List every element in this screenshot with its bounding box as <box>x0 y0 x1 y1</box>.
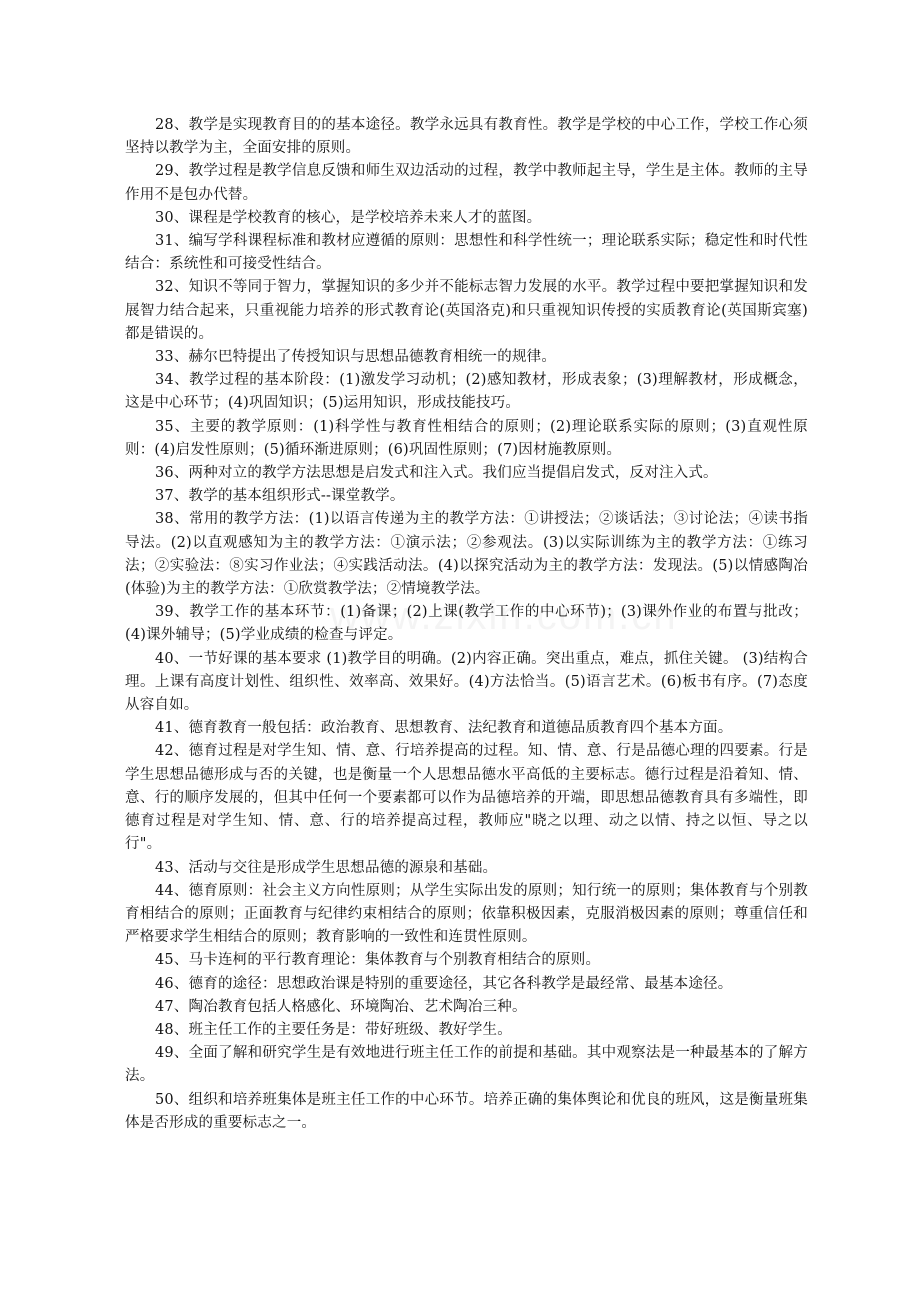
paragraph-29: 29、教学过程是教学信息反馈和师生双边活动的过程，教学中教师起主导，学生是主体。教师的主导作用不是包办代替。 <box>125 163 808 203</box>
paragraph-35: 35、主要的教学原则：(1)科学性与教育性相结合的原则；(2)理论联系实际的原则；(3)直观性原则：(4)启发性原则；(5)循环渐进原则；(6)巩固性原则；(7)因材施教原则。 <box>125 418 808 458</box>
paragraph-37: 37、教学的基本组织形式--课堂教学。 <box>155 488 405 505</box>
paragraph-36: 36、两种对立的教学方法思想是启发式和注入式。我们应当提倡启发式，反对注入式。 <box>155 465 718 482</box>
paragraph-43: 43、活动与交往是形成学生思想品德的源泉和基础。 <box>155 859 498 876</box>
paragraph-44: 44、德育原则：社会主义方向性原则；从学生实际出发的原则；知行统一的原则；集体教育与个别教育相结合的原则；正面教育与纪律约束相结合的原则；依靠积极因素，克服消极因素的原则；尊重信任和严格要求学生相结合的原则；教育影响的一致性和连贯性原则。 <box>125 882 808 946</box>
paragraph-49: 49、全面了解和研究学生是有效地进行班主任工作的前提和基础。其中观察法是一种最基本的了解方法。 <box>125 1045 808 1085</box>
paragraph-45: 45、马卡连柯的平行教育理论：集体教育与个别教育相结合的原则。 <box>155 952 601 969</box>
paragraph-33: 33、赫尔巴特提出了传授知识与思想品德教育相统一的规律。 <box>155 349 557 366</box>
paragraph-42: 42、德育过程是对学生知、情、意、行培养提高的过程。知、情、意、行是品德心理的四要素。行是学生思想品德形成与否的关键，也是衡量一个人思想品德水平高低的主要标志。德行过程是沿着知、情、意、行的顺序发展的，但其中任何一个要素都可以作为品德培养的开端，即思想品德教育具有多端性，即德育过程是对学生知、情、意、行的培养提高过程，教师应"晓之以理、动之以情、持之以恒、导之以行"。 <box>125 743 808 853</box>
paragraph-32: 32、知识不等同于智力，掌握知识的多少并不能标志智力发展的水平。教学过程中要把掌握知识和发展智力结合起来，只重视能力培养的形式教育论(英国洛克)和只重视知识传授的实质教育论(英国斯宾塞)都是错误的。 <box>125 279 808 342</box>
paragraph-41: 41、德育教育一般包括：政治教育、思想教育、法纪教育和道德品质教育四个基本方面。 <box>155 720 733 737</box>
paragraph-39: 39、教学工作的基本环节：(1)备课；(2)上课(教学工作的中心环节)；(3)课外作业的布置与批改；(4)课外辅导；(5)学业成绩的检查与评定。 <box>125 604 808 644</box>
paragraph-31: 31、编写学科课程标准和教材应遵循的原则：思想性和科学性统一；理论联系实际；稳定性和时代性结合：系统性和可接受性结合。 <box>125 233 808 273</box>
document-body <box>125 114 808 1135</box>
paragraph-46: 46、德育的途径：思想政治课是特别的重要途径，其它各科教学是最经常、最基本途径。 <box>155 975 733 992</box>
paragraph-30: 30、课程是学校教育的核心，是学校培养未来人才的蓝图。 <box>155 209 542 226</box>
paragraph-47: 47、陶冶教育包括人格感化、环境陶冶、艺术陶冶三种。 <box>155 998 527 1015</box>
paragraph-34: 34、教学过程的基本阶段：(1)激发学习动机；(2)感知教材，形成表象；(3)理解教材，形成概念，这是中心环节；(4)巩固知识；(5)运用知识，形成技能技巧。 <box>125 372 808 412</box>
paragraph-40: 40、一节好课的基本要求 (1)教学目的明确。(2)内容正确。突出重点，难点，抓住关键。 (3)结构合理。上课有高度计划性、组织性、效率高、效果好。(4)方法恰当。(5)语言艺术。(6)板书有序。(7)态度从容自如。 <box>125 650 808 714</box>
paragraph-48: 48、班主任工作的主要任务是：带好班级、教好学生。 <box>155 1021 512 1038</box>
paragraph-28: 28、教学是实现教育目的的基本途径。教学永远具有教育性。教学是学校的中心工作，学校工作心须坚持以教学为主，全面安排的原则。 <box>125 117 808 157</box>
paragraph-50: 50、组织和培养班集体是班主任工作的中心环节。培养正确的集体舆论和优良的班风，这是衡量班集体是否形成的重要标志之一。 <box>125 1091 808 1131</box>
paragraph-38: 38、常用的教学方法：(1)以语言传递为主的教学方法：①讲授法；②谈话法；③讨论法；④读书指导法。(2)以直观感知为主的教学方法：①演示法；②参观法。(3)以实际训练为主的教学方法：①练习法；②实验法：⑧实习作业法；④实践活动法。(4)以探究活动为主的教学方法：发现法。(5)以情感陶冶(体验)为主的教学方法：①欣赏教学法；②情境教学法。 <box>125 511 808 598</box>
